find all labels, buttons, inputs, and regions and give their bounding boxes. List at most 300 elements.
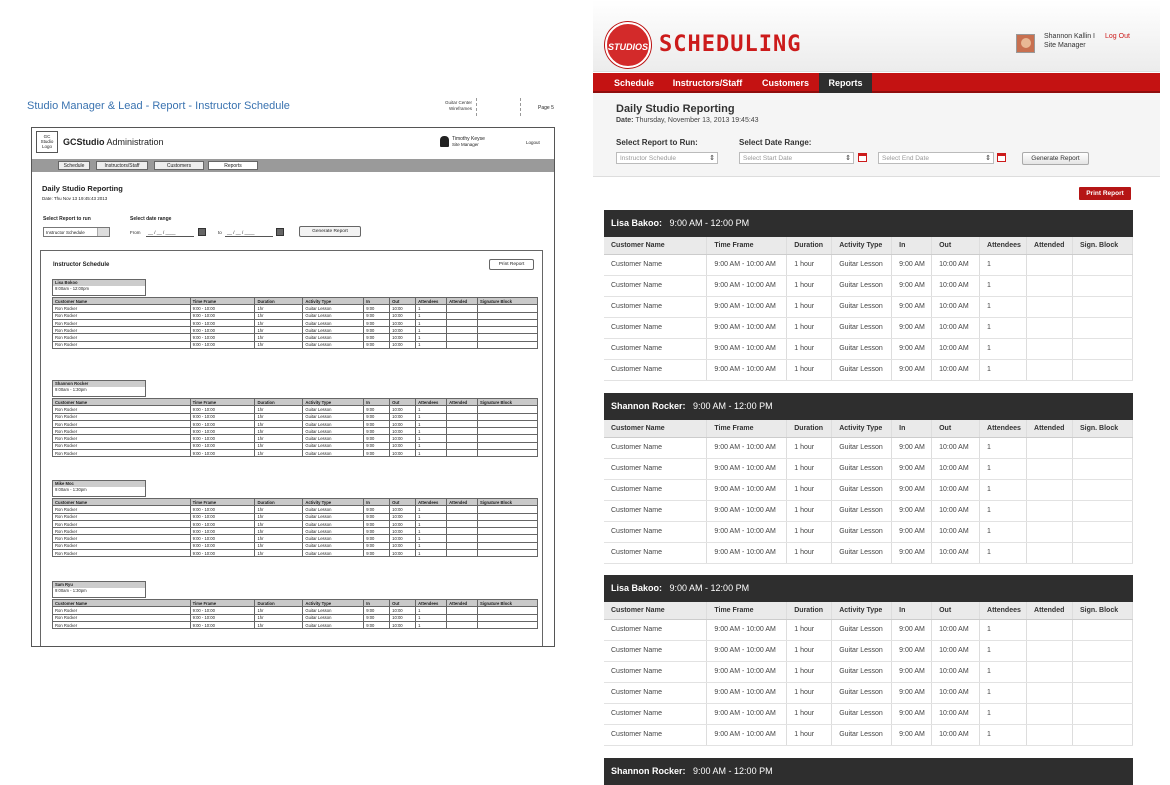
table-cell: 1 — [416, 528, 447, 535]
table-cell — [1027, 521, 1073, 542]
table-cell — [1073, 254, 1133, 275]
tab-schedule[interactable]: Schedule — [58, 161, 90, 170]
table-cell: 9:00 - 10:00 — [190, 420, 255, 427]
table-cell: 1hr — [255, 520, 303, 527]
table-cell — [1027, 275, 1073, 296]
table-cell: 9:00 - 10:00 — [190, 621, 255, 628]
table-row — [53, 607, 538, 614]
instructor-box — [52, 480, 146, 497]
table-row — [604, 458, 1133, 479]
table-cell: 9:00 - 10:00 — [190, 406, 255, 413]
table-cell — [478, 420, 538, 427]
table-cell: 1hr — [255, 319, 303, 326]
table-row — [604, 479, 1133, 500]
table-cell: Customer Name — [604, 661, 707, 682]
table-cell: 9:00 AM - 10:00 AM — [707, 619, 787, 640]
table-cell: Guitar Lesson — [832, 479, 892, 500]
table-cell: 10:00 — [390, 614, 416, 621]
table-cell: 1 hour — [787, 682, 832, 703]
table-cell: 1hr — [255, 535, 303, 542]
column-header: Attended — [1027, 602, 1073, 619]
table-cell: 9:00 AM — [892, 542, 932, 563]
table-cell — [447, 520, 478, 527]
column-header: Attendees — [980, 602, 1027, 619]
table-cell: 10:00 AM — [932, 500, 980, 521]
from-label: From — [130, 230, 141, 235]
table-cell: 10:00 — [390, 535, 416, 542]
table-cell: Guitar Lesson — [832, 296, 892, 317]
table-cell — [1027, 254, 1073, 275]
table-cell: Customer Name — [604, 458, 707, 479]
table-cell — [1027, 317, 1073, 338]
instructor-header — [604, 393, 1133, 420]
table-cell — [447, 327, 478, 334]
table-cell — [478, 542, 538, 549]
table-cell: 10:00 — [390, 428, 416, 435]
instructor-block — [604, 210, 1133, 381]
table-cell: 9:00 - 10:00 — [190, 614, 255, 621]
table-cell — [478, 327, 538, 334]
table-cell — [478, 513, 538, 520]
table-cell: 1 hour — [787, 275, 832, 296]
table-cell: 10:00 AM — [932, 254, 980, 275]
column-header: Out — [932, 420, 980, 437]
table-cell: 1 hour — [787, 619, 832, 640]
table-cell — [478, 450, 538, 457]
table-cell: 9:00 - 10:00 — [190, 341, 255, 348]
table-cell: 10:00 AM — [932, 724, 980, 745]
table-cell: 9:00 AM - 10:00 AM — [707, 500, 787, 521]
column-header: Duration — [255, 600, 303, 607]
instructor-time: 9:00am - 1:30pm — [55, 387, 87, 392]
table-row — [604, 619, 1133, 640]
table-cell: 1 — [416, 542, 447, 549]
table-cell — [478, 334, 538, 341]
calendar-icon[interactable] — [198, 228, 206, 236]
table-cell: 9:00 — [364, 450, 390, 457]
table-cell — [1027, 661, 1073, 682]
table-row — [604, 682, 1133, 703]
table-cell: 9:00 - 10:00 — [190, 506, 255, 513]
table-cell: 1 — [980, 275, 1027, 296]
table-cell: 10:00 — [390, 341, 416, 348]
date-range-label: Select date range — [130, 216, 172, 222]
table-cell: 9:00 AM - 10:00 AM — [707, 275, 787, 296]
table-header-row — [53, 600, 538, 607]
column-header: Duration — [255, 399, 303, 406]
table-cell: 9:00 - 10:00 — [190, 334, 255, 341]
table-cell: 9:00 AM — [892, 458, 932, 479]
generate-report-button[interactable]: Generate Report — [299, 226, 361, 237]
wireframe-panel — [0, 0, 580, 770]
table-cell: Customer Name — [604, 296, 707, 317]
calendar-icon[interactable] — [276, 228, 284, 236]
table-cell: Ron Rocker — [53, 435, 191, 442]
table-cell: 9:00 — [364, 413, 390, 420]
table-cell: 9:00 — [364, 513, 390, 520]
table-cell: 10:00 — [390, 450, 416, 457]
table-cell: 9:00 AM — [892, 521, 932, 542]
table-cell — [447, 312, 478, 319]
table-cell: 1hr — [255, 621, 303, 628]
table-header-row — [53, 399, 538, 406]
table-row — [604, 317, 1133, 338]
instructor-header — [604, 210, 1133, 237]
table-cell: 9:00 AM - 10:00 AM — [707, 458, 787, 479]
table-cell — [1027, 724, 1073, 745]
column-header: Duration — [787, 420, 832, 437]
table-cell — [1027, 296, 1073, 317]
table-cell — [1027, 458, 1073, 479]
column-header: Attendees — [416, 600, 447, 607]
table-cell: 9:00 — [364, 506, 390, 513]
table-cell: Ron Rocker — [53, 535, 191, 542]
table-cell: 9:00 AM — [892, 619, 932, 640]
report-select[interactable]: Instructor Schedule ⇕ — [616, 152, 718, 164]
report-select[interactable]: Instructor Schedule — [43, 227, 110, 237]
schedule-table — [604, 237, 1133, 381]
table-cell: Guitar Lesson — [832, 703, 892, 724]
instructor-time: 9:00am - 1:30pm — [55, 487, 87, 492]
table-cell — [447, 614, 478, 621]
column-header: In — [364, 399, 390, 406]
table-cell: 1 — [980, 724, 1027, 745]
table-row — [53, 513, 538, 520]
table-cell: 1hr — [255, 334, 303, 341]
table-cell: Guitar Lesson — [303, 535, 364, 542]
user-name: Timothy Keyse — [452, 136, 485, 142]
select-report-label: Select Report to run — [43, 216, 91, 222]
column-header: Duration — [787, 237, 832, 254]
table-cell: 9:00 - 10:00 — [190, 413, 255, 420]
table-cell: 1 — [980, 296, 1027, 317]
column-header: Duration — [255, 298, 303, 305]
page-heading: Daily Studio Reporting — [42, 184, 123, 193]
table-cell: Guitar Lesson — [303, 327, 364, 334]
table-cell: 10:00 AM — [932, 437, 980, 458]
table-cell: 9:00 AM - 10:00 AM — [707, 479, 787, 500]
table-cell: 9:00 AM - 10:00 AM — [707, 296, 787, 317]
table-row — [53, 450, 538, 457]
table-cell — [478, 528, 538, 535]
table-cell: 10:00 AM — [932, 317, 980, 338]
column-header: In — [892, 602, 932, 619]
table-cell: Guitar Lesson — [303, 428, 364, 435]
table-cell: 9:00 AM - 10:00 AM — [707, 437, 787, 458]
table-cell: 10:00 — [390, 542, 416, 549]
generate-report-button[interactable]: Generate Report — [1022, 152, 1089, 165]
table-cell: 1 hour — [787, 437, 832, 458]
table-cell: 9:00 - 10:00 — [190, 607, 255, 614]
column-header: Activity Type — [303, 499, 364, 506]
table-cell: 10:00 — [390, 435, 416, 442]
table-row — [604, 521, 1133, 542]
table-cell — [447, 319, 478, 326]
table-cell: 1 hour — [787, 703, 832, 724]
table-cell — [478, 406, 538, 413]
instructor-block — [604, 758, 1133, 785]
from-date-input[interactable]: __ / __ / ____ — [146, 229, 194, 237]
table-cell: 1 — [416, 428, 447, 435]
column-header: Signature Block — [478, 600, 538, 607]
user-info — [452, 136, 485, 148]
table-cell: 10:00 AM — [932, 619, 980, 640]
column-header: Time Frame — [190, 499, 255, 506]
table-cell: 1 hour — [787, 661, 832, 682]
table-cell: Guitar Lesson — [303, 550, 364, 557]
column-header: Activity Type — [303, 600, 364, 607]
table-cell: 1hr — [255, 614, 303, 621]
table-row — [53, 327, 538, 334]
table-row — [53, 428, 538, 435]
column-header: Attended — [1027, 420, 1073, 437]
column-header: Signature Block — [478, 499, 538, 506]
table-cell: 1 — [980, 619, 1027, 640]
table-cell — [478, 614, 538, 621]
column-header: Time Frame — [190, 399, 255, 406]
tab-reports[interactable]: Reports — [819, 73, 872, 93]
table-cell — [1073, 682, 1133, 703]
table-cell — [478, 413, 538, 420]
table-cell: 10:00 — [390, 607, 416, 614]
report-date: Date: Thu Nov 13 19:45:43 2013 — [42, 196, 108, 201]
wireframe-meta — [430, 100, 472, 112]
instructor-time: 9:00am - 1:30pm — [55, 588, 87, 593]
column-header: Customer Name — [604, 420, 707, 437]
tab-customers[interactable]: Customers — [154, 161, 204, 170]
table-cell: Customer Name — [604, 542, 707, 563]
table-cell: 1hr — [255, 413, 303, 420]
wireframe-page-title: Studio Manager & Lead - Report - Instructor Schedule — [27, 100, 290, 112]
column-header: Customer Name — [604, 602, 707, 619]
table-cell: 1 — [980, 317, 1027, 338]
table-cell: 9:00 AM — [892, 437, 932, 458]
schedule-table — [604, 602, 1133, 746]
table-cell: Guitar Lesson — [303, 621, 364, 628]
table-cell: 9:00 — [364, 327, 390, 334]
table-cell — [447, 420, 478, 427]
table-cell: 1 — [416, 450, 447, 457]
tab-customers[interactable]: Customers — [761, 78, 809, 88]
table-cell: 9:00 AM — [892, 275, 932, 296]
table-cell — [478, 442, 538, 449]
table-cell: 9:00 — [364, 319, 390, 326]
table-cell: 9:00 AM - 10:00 AM — [707, 359, 787, 380]
table-cell — [447, 528, 478, 535]
calendar-icon[interactable] — [858, 153, 867, 162]
table-cell: 9:00 AM — [892, 724, 932, 745]
table-cell: Guitar Lesson — [832, 254, 892, 275]
to-date-input[interactable]: __ / __ / ____ — [225, 229, 273, 237]
table-cell: Customer Name — [604, 317, 707, 338]
table-cell: Ron Rocker — [53, 520, 191, 527]
user-name: Shannon Kallin I — [1044, 33, 1095, 40]
table-cell: 1hr — [255, 327, 303, 334]
table-cell — [447, 550, 478, 557]
table-cell: 9:00 AM — [892, 640, 932, 661]
table-cell: 1 — [980, 437, 1027, 458]
table-cell — [1027, 500, 1073, 521]
instructor-schedule-table — [52, 498, 538, 557]
table-cell — [478, 506, 538, 513]
nav-bar — [32, 159, 554, 172]
table-cell — [447, 435, 478, 442]
table-cell: Ron Rocker — [53, 413, 191, 420]
table-cell: Guitar Lesson — [303, 435, 364, 442]
table-row — [604, 703, 1133, 724]
table-cell — [1027, 479, 1073, 500]
column-header: Attendees — [980, 237, 1027, 254]
table-cell: 9:00 - 10:00 — [190, 442, 255, 449]
tab-schedule[interactable]: Schedule — [613, 78, 654, 88]
table-cell: 1 — [416, 607, 447, 614]
table-cell: 1hr — [255, 442, 303, 449]
table-cell: Guitar Lesson — [303, 513, 364, 520]
table-cell — [447, 341, 478, 348]
table-cell: 9:00 — [364, 334, 390, 341]
table-cell: 9:00 - 10:00 — [190, 327, 255, 334]
table-cell: Guitar Lesson — [303, 312, 364, 319]
user-role: Site Manager — [452, 142, 479, 147]
table-cell: 10:00 — [390, 327, 416, 334]
column-header: Duration — [255, 499, 303, 506]
table-cell: Customer Name — [604, 640, 707, 661]
table-cell: Customer Name — [604, 724, 707, 745]
table-cell — [1073, 521, 1133, 542]
table-cell: Customer Name — [604, 521, 707, 542]
table-cell: 1 hour — [787, 542, 832, 563]
logout-link[interactable]: Logout — [526, 140, 540, 145]
column-header: Customer Name — [53, 499, 191, 506]
table-cell — [1027, 542, 1073, 563]
column-header: Attended — [447, 600, 478, 607]
table-row — [604, 724, 1133, 745]
table-cell: Guitar Lesson — [832, 724, 892, 745]
column-header: Attendees — [416, 499, 447, 506]
column-header: Attended — [447, 298, 478, 305]
table-cell — [1073, 275, 1133, 296]
table-cell: 9:00 - 10:00 — [190, 520, 255, 527]
table-cell: Ron Rocker — [53, 406, 191, 413]
table-cell — [1073, 542, 1133, 563]
table-cell: 1 — [980, 500, 1027, 521]
table-cell: 1 hour — [787, 254, 832, 275]
table-row — [604, 661, 1133, 682]
table-cell: 1 — [416, 406, 447, 413]
table-row — [53, 550, 538, 557]
table-cell: Guitar Lesson — [303, 406, 364, 413]
table-cell: 1 — [416, 312, 447, 319]
table-cell: 1 — [416, 413, 447, 420]
table-cell: 9:00 — [364, 542, 390, 549]
table-cell: 1hr — [255, 341, 303, 348]
table-cell: 9:00 AM - 10:00 AM — [707, 338, 787, 359]
table-cell: Customer Name — [604, 437, 707, 458]
table-cell: Customer Name — [604, 275, 707, 296]
table-cell: 9:00 — [364, 535, 390, 542]
instructor-name: Lisa Bakoo: — [611, 583, 663, 593]
print-report-button[interactable]: Print Report — [1079, 187, 1131, 200]
table-cell: 1 — [416, 520, 447, 527]
table-cell: Guitar Lesson — [303, 607, 364, 614]
table-cell: 9:00 — [364, 341, 390, 348]
table-header-row — [604, 237, 1133, 254]
table-cell: 1hr — [255, 542, 303, 549]
table-row — [53, 319, 538, 326]
table-cell: 9:00 - 10:00 — [190, 319, 255, 326]
table-cell: 1hr — [255, 550, 303, 557]
wireframe-meta-line1: Guitar Center — [444, 100, 472, 105]
table-cell — [1027, 338, 1073, 359]
table-cell — [447, 535, 478, 542]
table-cell — [1073, 359, 1133, 380]
table-cell: 1 — [416, 334, 447, 341]
table-cell: Guitar Lesson — [303, 334, 364, 341]
table-cell — [1027, 619, 1073, 640]
table-cell: 9:00 AM — [892, 661, 932, 682]
table-row — [53, 420, 538, 427]
column-header: Sign. Block — [1073, 602, 1133, 619]
table-cell: 9:00 — [364, 607, 390, 614]
tab-instructors-staff[interactable]: Instructors/Staff — [672, 78, 743, 88]
logout-link[interactable]: Log Out — [1105, 33, 1130, 40]
table-cell: 9:00 AM - 10:00 AM — [707, 521, 787, 542]
instructor-box — [52, 279, 146, 296]
tab-reports[interactable]: Reports — [208, 161, 258, 170]
column-header: Attended — [447, 499, 478, 506]
table-cell: 1 — [416, 621, 447, 628]
table-cell: 9:00 - 10:00 — [190, 450, 255, 457]
calendar-icon[interactable] — [997, 153, 1006, 162]
print-report-button[interactable]: Print Report — [489, 259, 534, 270]
table-cell: 9:00 AM — [892, 359, 932, 380]
report-panel — [40, 250, 543, 647]
table-cell: 10:00 AM — [932, 458, 980, 479]
table-cell: 10:00 AM — [932, 542, 980, 563]
table-cell — [447, 442, 478, 449]
table-cell: 10:00 — [390, 305, 416, 312]
table-cell: 10:00 — [390, 413, 416, 420]
table-cell — [447, 413, 478, 420]
column-header: Attended — [447, 399, 478, 406]
table-cell: 1hr — [255, 406, 303, 413]
instructor-name: Sam Ryu — [53, 582, 145, 588]
table-cell: Guitar Lesson — [303, 614, 364, 621]
end-date-select[interactable]: Select End Date ⇕ — [878, 152, 994, 164]
table-cell: 10:00 AM — [932, 521, 980, 542]
instructor-time: 9:00 AM - 12:00 PM — [693, 766, 773, 776]
table-cell: 9:00 — [364, 435, 390, 442]
table-cell: 1hr — [255, 435, 303, 442]
instructor-time: 9:00am - 12:00pm — [55, 286, 89, 291]
table-cell: 1 — [980, 640, 1027, 661]
table-cell: 9:00 — [364, 420, 390, 427]
start-date-select[interactable]: Select Start Date ⇕ — [739, 152, 854, 164]
table-cell: 1 hour — [787, 359, 832, 380]
table-cell: 10:00 — [390, 520, 416, 527]
table-cell — [1073, 661, 1133, 682]
table-cell — [478, 535, 538, 542]
tab-instructors[interactable]: Instructors/Staff — [96, 161, 148, 170]
table-cell: 1 — [980, 703, 1027, 724]
table-cell: 9:00 — [364, 428, 390, 435]
table-cell: 9:00 - 10:00 — [190, 542, 255, 549]
app-header — [593, 0, 1160, 72]
wireframe-frame — [31, 127, 555, 647]
column-header: Attendees — [416, 298, 447, 305]
table-cell: Ron Rocker — [53, 506, 191, 513]
table-row — [53, 334, 538, 341]
